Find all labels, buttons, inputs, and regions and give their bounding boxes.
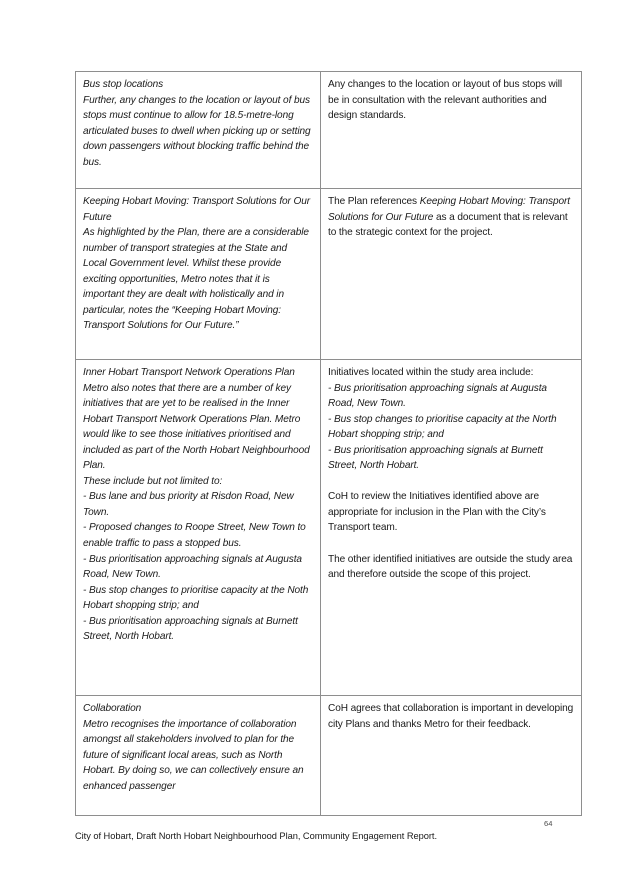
comment-list-item: - Bus prioritisation approaching signals at Augusta Road, New Town. — [83, 553, 302, 581]
response-body: CoH agrees that collaboration is important in developing city Plans and thanks Metro for their feedback. — [328, 703, 574, 730]
response-list-item: - Bus stop changes to prioritise capacity at the North Hobart shopping strip; and — [328, 413, 557, 441]
comment-cell — [76, 696, 321, 816]
table-row — [76, 360, 582, 696]
response-list-item: - Bus prioritisation approaching signals at Burnett Street, North Hobart. — [328, 444, 543, 472]
table-row — [76, 696, 582, 816]
paragraph-spacer — [328, 536, 574, 552]
comment-list-item: - Bus lane and bus priority at Risdon Road, New Town. — [83, 491, 294, 518]
comment-list-item: - Bus stop changes to prioritise capacity at the Noth Hobart shopping strip; and — [83, 584, 309, 612]
response-cell — [321, 360, 582, 696]
response-tail-text: as a document that is relevant to the strategic context for the project. — [328, 211, 568, 239]
response-strategy-title: Keeping Hobart Moving: Transport Solutions for Our Future — [328, 196, 570, 223]
comment-heading: Collaboration — [83, 703, 142, 714]
response-intro: Initiatives located within the study area include: — [328, 367, 534, 378]
feedback-response-table — [75, 71, 582, 816]
page-number: 64 — [544, 819, 553, 828]
comment-heading: Keeping Hobart Moving: Transport Solutions for Our Future — [83, 196, 311, 223]
response-body: Any changes to the location or layout of bus stops will be in consultation with the relevant authorities and design standards. — [328, 79, 563, 122]
comment-body: Metro also notes that there are a number of key initiatives that are yet to be realised in the Inner Hobart Transport Network Operations Plan. Metro would like to see those initiatives prioritised and included as part of the North Hobart Neighbourhood Plan. — [83, 382, 310, 472]
table-row — [76, 72, 582, 189]
comment-body: Further, any changes to the location or layout of bus stops must continue to allow for 18.5-metre-long articulated buses to dwell when picking up or setting down passengers without blocking traffic behind the bus. — [83, 94, 311, 168]
comment-list-item: - Bus prioritisation approaching signals at Burnett Street, North Hobart. — [83, 615, 298, 643]
comment-cell — [76, 189, 321, 360]
response-lead-text: The Plan references — [328, 196, 420, 207]
comment-list-item: - Proposed changes to Roope Street, New Town to enable traffic to pass a stopped bus. — [83, 522, 306, 550]
response-cell — [321, 696, 582, 816]
table-body — [76, 72, 582, 816]
page-footer-text: City of Hobart, Draft North Hobart Neighbourhood Plan, Community Engagement Report. — [75, 831, 437, 841]
table-row — [76, 189, 582, 360]
comment-cell — [76, 360, 321, 696]
comment-body: Metro recognises the importance of collaboration amongst all stakeholders involved to plan for the future of significant local areas, such as North Hobart. By doing so, we can collectively ensure an enhanced passenger — [83, 718, 304, 792]
response-cell — [321, 72, 582, 189]
comment-cell — [76, 72, 321, 189]
response-cell — [321, 189, 582, 360]
comment-heading: Inner Hobart Transport Network Operations Plan — [83, 367, 295, 378]
response-paragraph-two: CoH to review the Initiatives identified above are appropriate for inclusion in the Plan with the City’s Transport team. — [328, 491, 546, 534]
response-paragraph-three: The other identified initiatives are outside the study area and therefore outside the scope of this project. — [328, 553, 573, 581]
paragraph-spacer — [328, 474, 574, 490]
comment-body: As highlighted by the Plan, there are a considerable number of transport strategies at the State and Local Government level. Whilst these provide exciting opportunities, Metro notes that it is important they are dealt with holistically and in particular, notes the “Keeping Hobart Moving: Transport Solutions for Our Future.” — [83, 227, 309, 332]
comment-list-intro: These include but not limited to: — [83, 475, 223, 487]
response-body — [328, 194, 574, 241]
comment-heading: Bus stop locations — [83, 79, 164, 90]
response-list-item: - Bus prioritisation approaching signals at Augusta Road, New Town. — [328, 382, 547, 410]
